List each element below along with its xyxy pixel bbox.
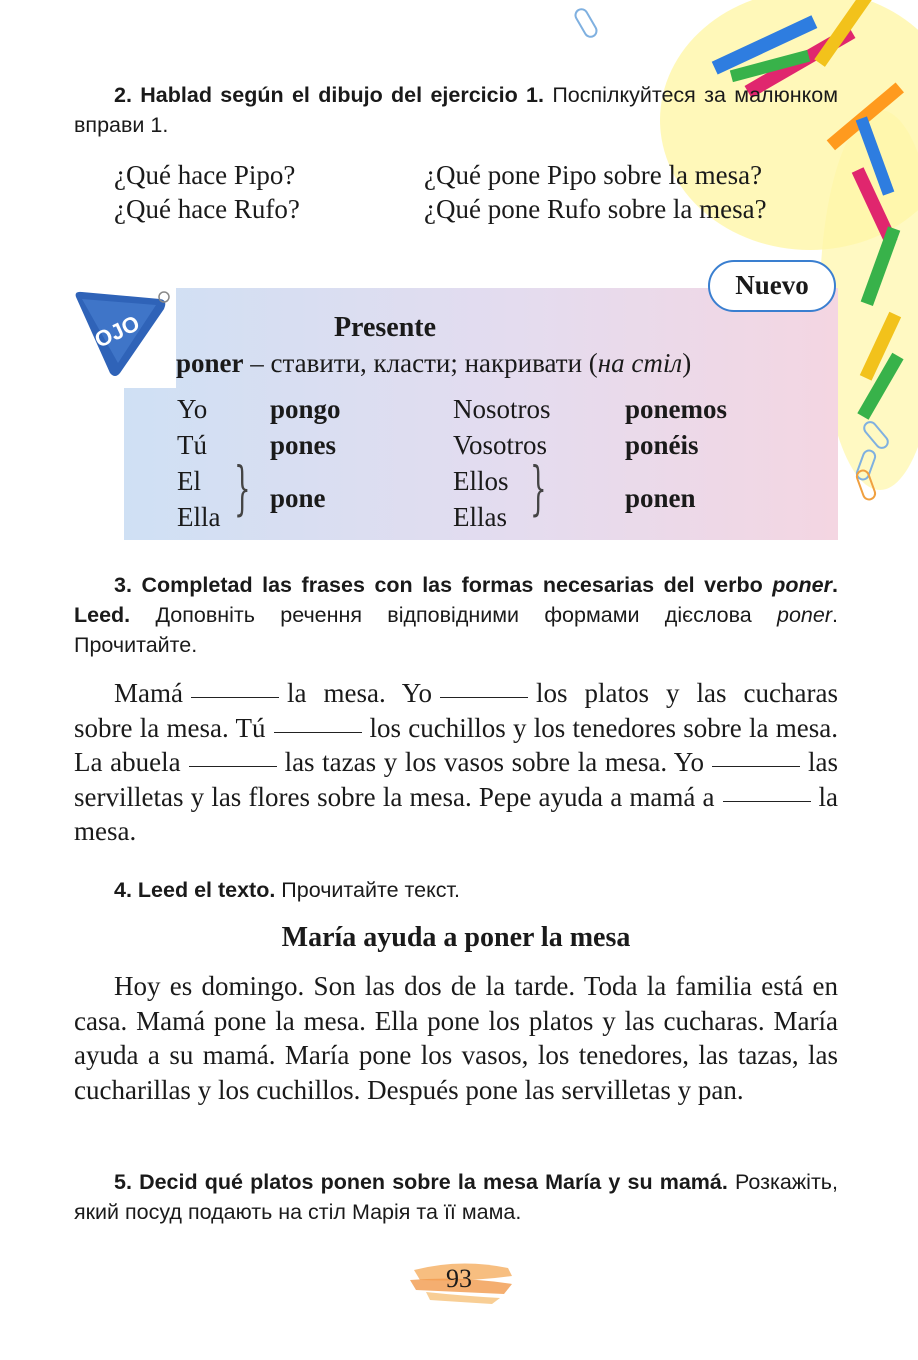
- exercise-part-4: los cuchillos y los tenedores sobre la mesa. La abuela: [74, 712, 838, 777]
- blank-1[interactable]: [191, 697, 279, 698]
- task-4-instruction: [74, 875, 838, 905]
- question-right-2: ¿Qué pone Rufo sobre la mesa?: [424, 194, 767, 224]
- brace-singular: }: [234, 454, 251, 522]
- exercise-part-7: la mesa.: [74, 781, 838, 846]
- pronoun-tu: Tú: [177, 430, 207, 460]
- form-pongo: pongo: [270, 394, 341, 424]
- blank-3[interactable]: [274, 732, 362, 733]
- reading-body: Hoy es domingo. Son las dos de la tarde. Toda la familia está en casa. Mamá pone la mesa. Ella pone los platos y las cucharas. María ayuda a su mamá. María pone los vasos, los tenedores, las tazas, las cucharillas y los cuchillos. Después pone las servilletas y pan.: [74, 971, 838, 1105]
- task-3-text-2: . Прочитайте.: [74, 603, 838, 657]
- grammar-definition: [176, 348, 691, 379]
- blank-2[interactable]: [440, 697, 528, 698]
- reading-title: María ayuda a poner la mesa: [281, 922, 631, 953]
- pronoun-ella: Ella: [177, 502, 221, 532]
- form-ponen: ponen: [625, 483, 696, 513]
- blank-6[interactable]: [723, 801, 811, 802]
- form-poneis: ponéis: [625, 430, 699, 460]
- form-ponemos: ponemos: [625, 394, 728, 424]
- exercise-part-3: los platos y las cucharas sobre la mesa. Tú: [74, 678, 838, 743]
- nuevo-badge: Nuevo: [708, 260, 836, 312]
- task-4-number: 4.: [114, 878, 132, 902]
- task-2-number: 2.: [114, 83, 132, 107]
- grammar-definition-end: ): [682, 348, 692, 378]
- exercise-part-6: las servilletas y las flores sobre la mesa. Pepe ayuda a mamá a: [74, 747, 838, 812]
- ojo-label: OJO: [90, 310, 144, 353]
- question-right-1: ¿Qué pone Pipo sobre la mesa?: [424, 160, 763, 190]
- exercise-part-5: las tazas y los vasos sobre la mesa. Yo: [284, 747, 704, 777]
- task-2-spanish-instruction: Hablad según el dibujo del ejercicio 1.: [140, 83, 544, 107]
- task-3-bold-1: Completad las frases con las formas necesarias del verbo: [141, 573, 773, 597]
- blank-4[interactable]: [189, 766, 277, 767]
- grammar-verb: poner: [176, 348, 244, 378]
- task-2-questions: [114, 158, 767, 226]
- grammar-definition-text: – ставити, класти; накривати (: [243, 348, 598, 378]
- task-3-bold-2: . Leed.: [74, 573, 838, 627]
- task-5-instruction: [74, 1167, 838, 1227]
- task-3-text-italic: poner: [777, 603, 833, 627]
- page-number-text: 93: [446, 1264, 472, 1293]
- pronoun-ellas: Ellas: [453, 502, 507, 532]
- task-3-number: 3.: [114, 573, 132, 597]
- question-left-1: ¿Qué hace Pipo?: [114, 160, 296, 190]
- blank-5[interactable]: [712, 766, 800, 767]
- task-3-bold-italic: poner: [772, 573, 833, 597]
- grammar-title: Presente: [333, 312, 437, 343]
- form-pone: pone: [270, 483, 326, 513]
- task-2-ukrainian-instruction: Поспілкуйтеся за малюнком вправи 1.: [74, 83, 838, 137]
- task-3-exercise: [74, 676, 838, 849]
- pronoun-yo: Yo: [177, 394, 208, 424]
- task-5-number: 5.: [114, 1170, 132, 1194]
- exercise-part-2: la mesa. Yo: [286, 678, 433, 708]
- grammar-definition-italic: на стіл: [597, 348, 683, 378]
- form-pones: pones: [270, 430, 337, 460]
- question-left-2: ¿Qué hace Rufo?: [114, 194, 300, 224]
- page-number: [400, 1258, 518, 1308]
- task-4-bold: Leed el texto.: [137, 878, 276, 902]
- pronoun-el: El: [177, 466, 201, 496]
- brace-plural: }: [530, 454, 547, 522]
- pronoun-vosotros: Vosotros: [453, 430, 548, 460]
- pronoun-nosotros: Nosotros: [453, 394, 551, 424]
- task-3-text-1: Доповніть речення відповідними формами дієслова: [130, 603, 778, 627]
- task-5-bold: Decid qué platos ponen sobre la mesa María y su mamá.: [139, 1170, 728, 1194]
- reading-text: [74, 969, 838, 1107]
- pronoun-ellos: Ellos: [453, 466, 509, 496]
- exercise-part-1: Mamá: [114, 678, 183, 708]
- task-5-text: Розкажіть, який посуд подають на стіл Марія та її мама.: [74, 1170, 838, 1224]
- task-2-instruction: [74, 80, 838, 140]
- task-4-text: Прочитайте текст.: [275, 878, 460, 902]
- task-3-instruction: [74, 570, 838, 660]
